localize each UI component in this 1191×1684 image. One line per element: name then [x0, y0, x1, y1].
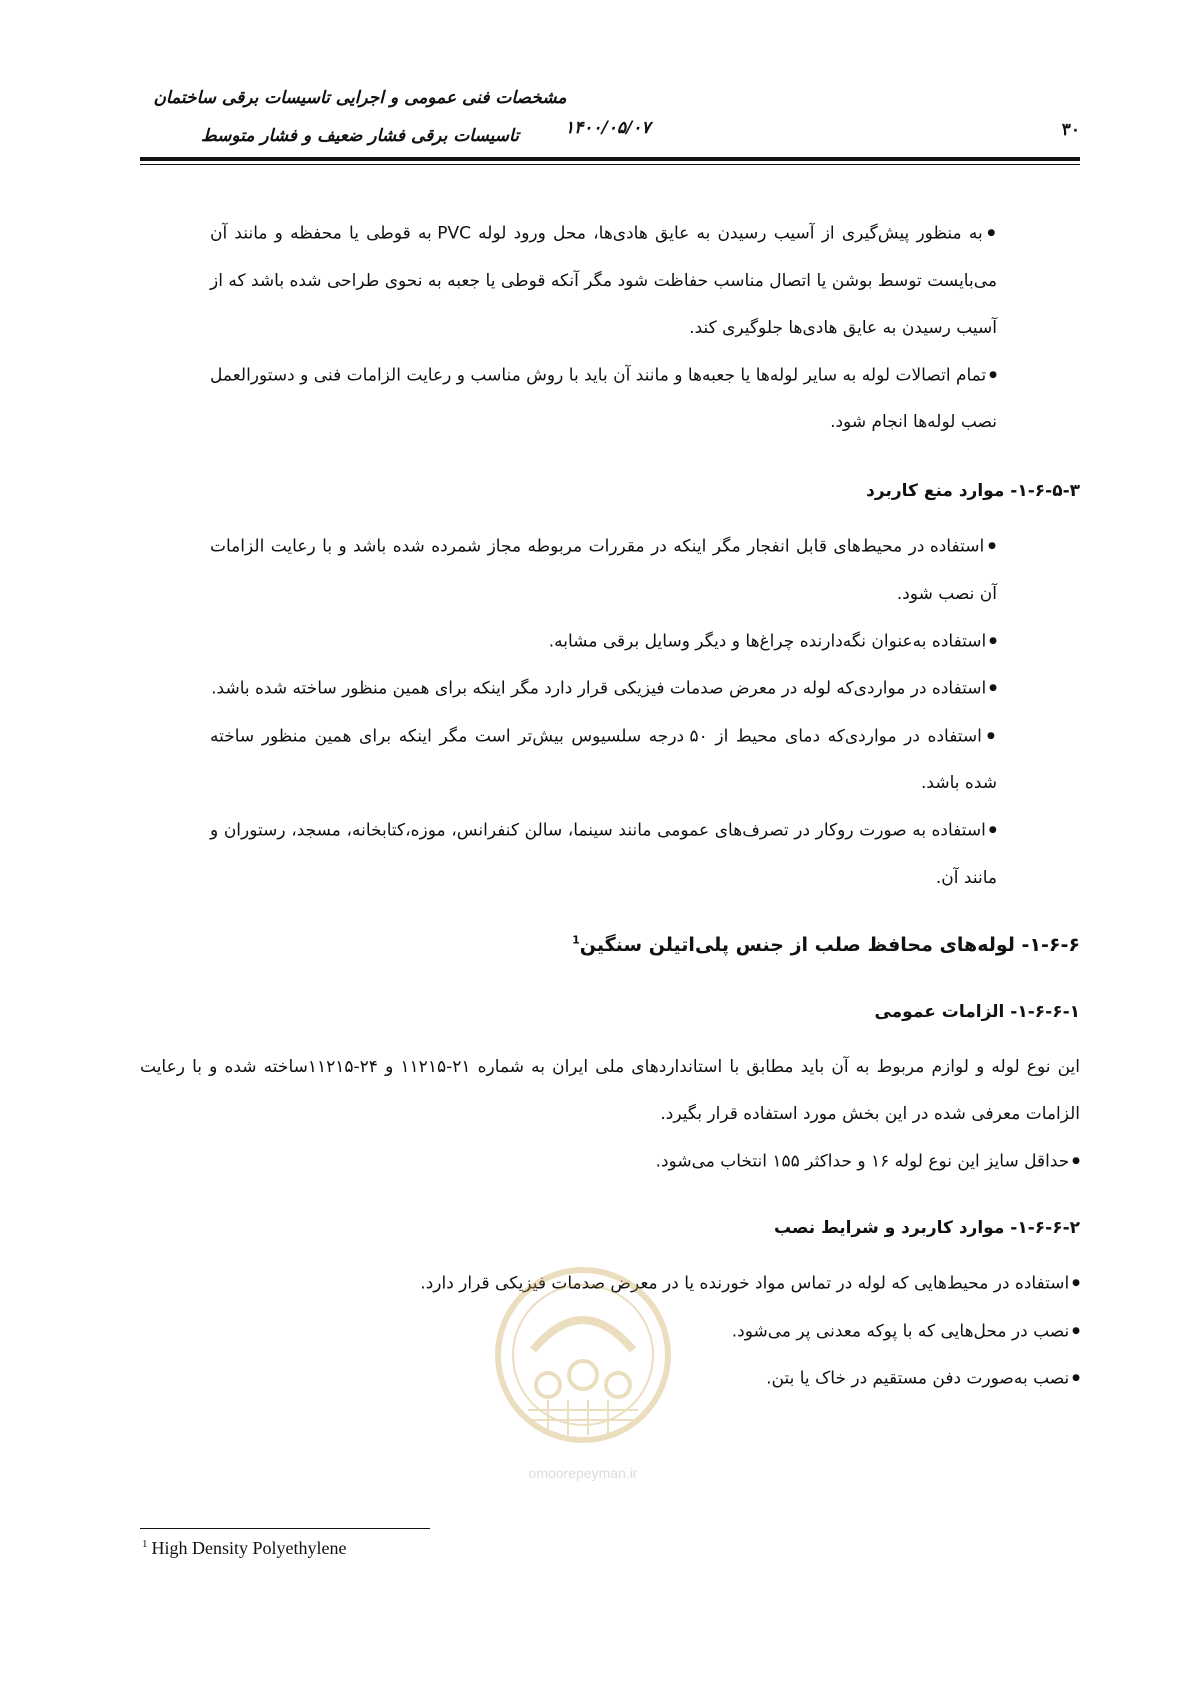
list-item: ● استفاده در محیط‌های قابل انفجار مگر اینکه در مقررات مربوطه مجاز شمرده شده باشد و با رعایت الزامات آن نصب شود.	[210, 523, 997, 618]
document-date: ۱۴۰۰/۰۵/۰۷	[565, 118, 651, 138]
list-item: ● استفاده به صورت روکار در تصرف‌های عمومی مانند سینما، سالن کنفرانس، موزه،کتابخانه، مسجد، رستوران و مانند آن.	[210, 807, 997, 902]
header-rule-thin	[140, 164, 1080, 165]
list-item: ● استفاده در محیط‌هایی که لوله در تماس مواد خورنده یا در معرض صدمات فیزیکی قرار دارد.	[210, 1260, 1080, 1308]
section-d-list	[140, 1138, 1080, 1186]
body-paragraph: این نوع لوله و لوازم مربوط به آن باید مطابق با استانداردهای ملی ایران به شماره ۲۱-۱۱۲۱۵ و ۲۴-۱۱۲۱۵ساخته شده و با رعایت الزامات معرفی شده در این بخش مورد استفاده قرار بگیرد.	[140, 1056, 1080, 1124]
section-heading: ۱-۶-۶-۱- الزامات عمومی	[874, 1001, 1080, 1022]
bullet-paragraph: ● به منظور پیش‌گیری از آسیب رسیدن به عایق هادی‌ها، محل ورود لوله PVC به قوطی یا محفظه و مانند آن می‌بایست توسط بوشن یا اتصال مناسب حفاظت شود مگر آنکه قوطی یا جعبه به نحوی طراحی شده باشد که از آسیب رسیدن به عایق هادی‌ها جلوگیری کند.	[210, 210, 997, 352]
section-heading: ۱-۶-۶-۲- موارد کاربرد و شرایط نصب	[774, 1218, 1080, 1238]
list-item: ● نصب به‌صورت دفن مستقیم در خاک یا بتن.	[210, 1355, 1080, 1403]
list-item: ● استفاده در مواردی‌که لوله در معرض صدمات فیزیکی قرار دارد مگر اینکه برای همین منظور ساخته شده باشد.	[210, 665, 997, 713]
list-item: ● حداقل سایز این نوع لوله ۱۶ و حداکثر ۱۵۵ انتخاب می‌شود.	[140, 1138, 1080, 1186]
list-item: ● استفاده در مواردی‌که دمای محیط از ۵۰ درجه سلسیوس بیش‌تر است مگر اینکه برای همین منظور ساخته شده باشد.	[210, 713, 997, 808]
document-title: مشخصات فنی عمومی و اجرایی تاسیسات برقی ساختمان	[153, 88, 567, 108]
footnote-reference: 1	[572, 933, 580, 947]
page-content	[140, 210, 1080, 1403]
page-header	[140, 88, 1080, 168]
section-b-list	[210, 523, 997, 902]
watermark-logo	[488, 1260, 678, 1495]
footnote-mark: 1	[142, 1538, 148, 1550]
list-item: ● نصب در محل‌هایی که با پوکه معدنی پر می‌شود.	[210, 1308, 1080, 1356]
footnote-text: High Density Polyethylene	[151, 1538, 347, 1558]
bullet-paragraph: ● تمام اتصالات لوله به سایر لوله‌ها یا جعبه‌ها و مانند آن باید با روش مناسب و رعایت الزامات فنی و دستورالعمل نصب لوله‌ها انجام شود.	[210, 352, 997, 447]
header-rule-thick	[140, 157, 1080, 161]
section-heading: ۱-۶-۵-۳- موارد منع کاربرد	[866, 481, 1080, 501]
watermark-seal-icon	[488, 1260, 678, 1495]
watermark-text: omoorepeyman.ir	[528, 1465, 638, 1481]
list-item: ● استفاده به‌عنوان نگه‌دارنده چراغ‌ها و دیگر وسایل برقی مشابه.	[210, 618, 997, 666]
footnote	[142, 1538, 346, 1559]
section-heading-text: ۱-۶-۶- لوله‌های محافظ صلب از جنس پلی‌اتیلن سنگین	[579, 933, 1080, 956]
footnote-separator	[140, 1528, 430, 1529]
section-a	[210, 210, 997, 446]
page-number: ۳۰	[1061, 120, 1080, 140]
section-heading-main	[140, 922, 1080, 969]
document-subtitle: تاسیسات برقی فشار ضعیف و فشار متوسط	[201, 126, 519, 146]
